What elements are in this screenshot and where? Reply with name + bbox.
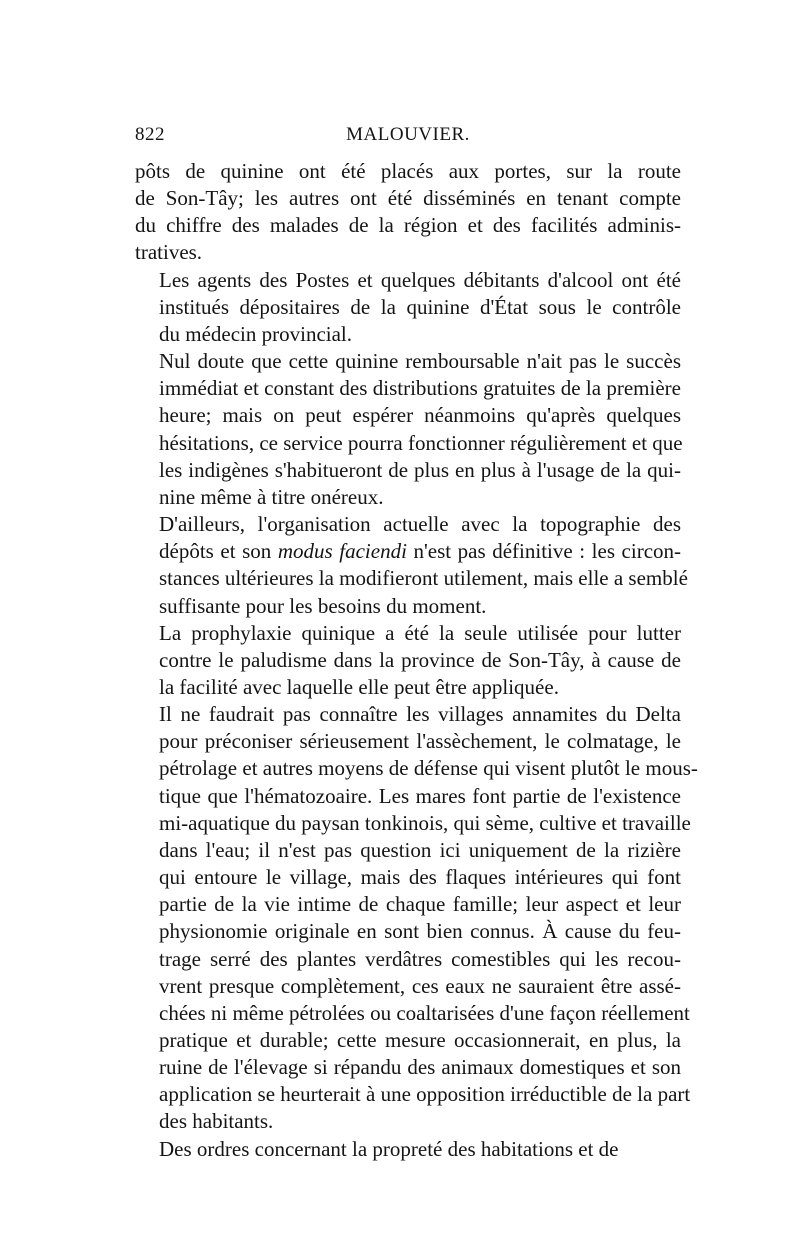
- text-line: D'ailleurs, l'organisation actuelle avec la topographie des: [159, 512, 681, 537]
- paragraph: [135, 511, 688, 620]
- paragraph: [135, 158, 681, 267]
- body-text: [135, 158, 698, 1163]
- latin-phrase: modus faciendi: [277, 539, 407, 564]
- page-number: 822: [135, 124, 165, 145]
- text-line: institués dépositaires de la quinine d'État sous le contrôle: [159, 294, 681, 319]
- text-line: suffisante pour les besoins du moment.: [159, 593, 487, 618]
- text-line: qui entoure le village, mais des flaques intérieures qui font: [159, 865, 681, 890]
- text-line: physionomie originale en sont bien connus. À cause du feu-: [159, 919, 681, 944]
- text-line: pétrolage et autres moyens de défense qui visent plutôt le mous-: [159, 756, 698, 781]
- text-line: hésitations, ce service pourra fonctionner régulièrement et que: [159, 430, 683, 455]
- paragraph: [135, 620, 681, 701]
- text-line: les indigènes s'habitueront de plus en plus à l'usage de la qui-: [159, 457, 681, 482]
- text-line: chées ni même pétrolées ou coaltarisées d'une façon réellement: [159, 1000, 690, 1025]
- paragraph: [135, 348, 681, 511]
- text-line: stances ultérieures la modifieront utilement, mais elle a semblé: [159, 566, 688, 591]
- text-line: application se heurterait à une opposition irréductible de la part: [159, 1082, 691, 1107]
- paragraph: [135, 701, 698, 1136]
- text-line: La prophylaxie quinique a été la seule utilisée pour lutter: [159, 620, 681, 645]
- text-line: la facilité avec laquelle elle peut être appliquée.: [159, 674, 559, 699]
- text-line: tique que l'hématozoaire. Les mares font partie de l'existence: [159, 783, 681, 808]
- text-line: pôts de quinine ont été placés aux portes, sur la route: [135, 159, 681, 183]
- text-line: du chiffre des malades de la région et des facilités adminis-: [135, 213, 681, 238]
- text-line: Il ne faudrait pas connaître les villages annamites du Delta: [159, 702, 681, 727]
- paragraph: [135, 267, 681, 348]
- text-line: Les agents des Postes et quelques débitants d'alcool ont été: [159, 267, 681, 292]
- text-line: immédiat et constant des distributions gratuites de la première: [159, 376, 681, 401]
- text-line: dépôts et son modus faciendi n'est pas définitive : les circon-: [159, 539, 682, 564]
- text-line: contre le paludisme dans la province de Son-Tây, à cause de: [159, 647, 681, 672]
- text-line: du médecin provincial.: [159, 321, 353, 346]
- text-line: nine même à titre onéreux.: [159, 484, 384, 509]
- text-line: tratives.: [135, 240, 203, 265]
- text-line: partie de la vie intime de chaque famille; leur aspect et leur: [159, 892, 681, 917]
- text-line: heure; mais on peut espérer néanmoins qu'après quelques: [159, 403, 681, 428]
- running-title: MALOUVIER.: [346, 124, 470, 145]
- text-line: trage serré des plantes verdâtres comestibles qui les recou-: [159, 946, 681, 971]
- text-line: de Son-Tây; les autres ont été disséminés en tenant compte: [135, 186, 681, 211]
- text-line: vrent presque complètement, ces eaux ne sauraient être assé-: [159, 973, 681, 998]
- text-line: pour préconiser sérieusement l'assèchement, le colmatage, le: [159, 729, 681, 754]
- text-line: Nul doute que cette quinine remboursable n'ait pas le succès: [159, 349, 681, 374]
- text-line: pratique et durable; cette mesure occasionnerait, en plus, la: [159, 1028, 681, 1052]
- text-line: mi-aquatique du paysan tonkinois, qui sème, cultive et travaille: [159, 810, 691, 835]
- paragraph: [135, 1136, 681, 1163]
- text-line: des habitants.: [159, 1109, 274, 1134]
- text-line: dans l'eau; il n'est pas question ici uniquement de la rizière: [159, 837, 681, 862]
- text-line: ruine de l'élevage si répandu des animaux domestiques et son: [159, 1055, 681, 1080]
- text-line: Des ordres concernant la propreté des habitations et de: [159, 1136, 619, 1161]
- page-header: [135, 124, 681, 148]
